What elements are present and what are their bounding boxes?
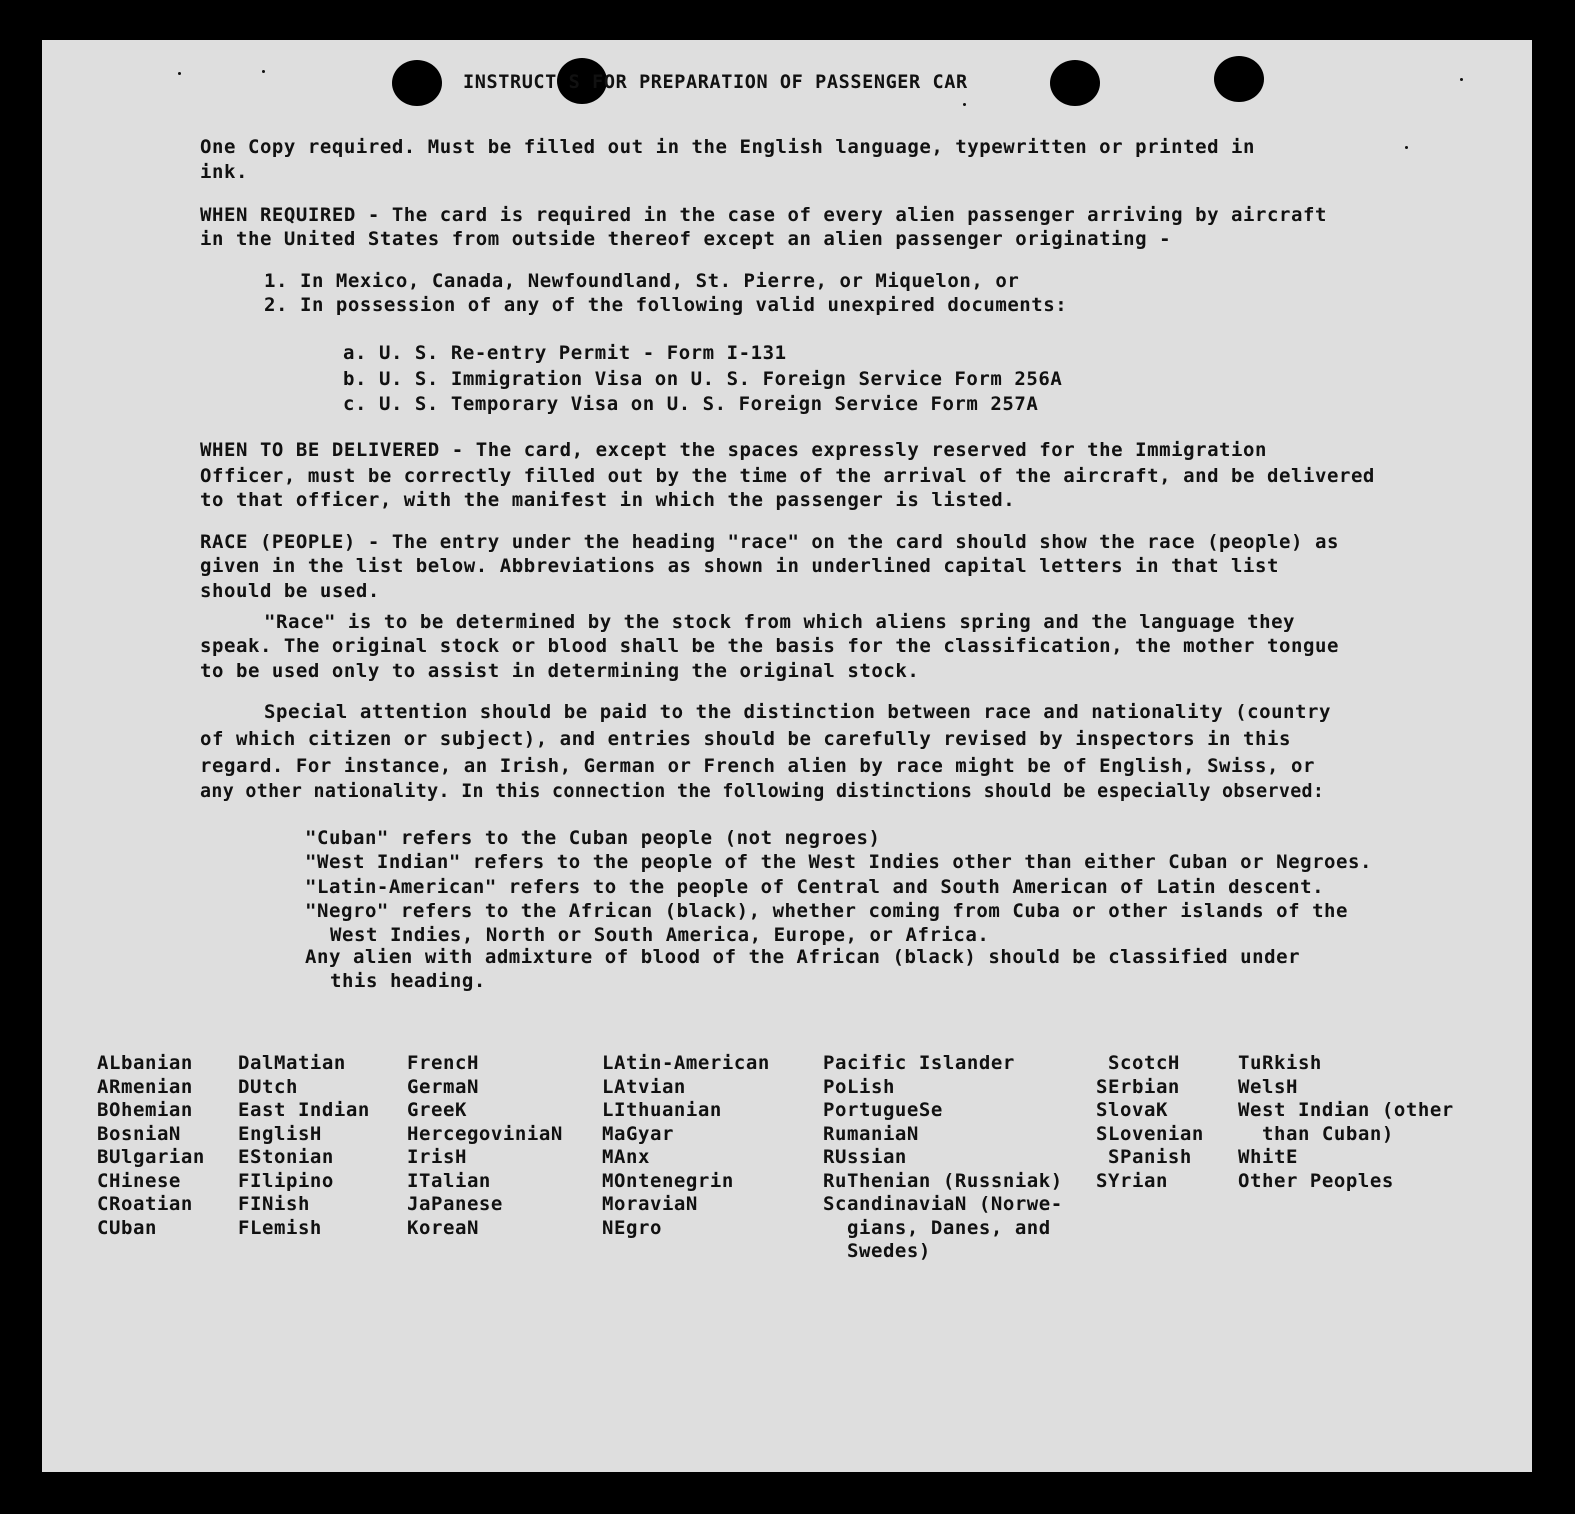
special-line: of which citizen or subject), and entries should be carefully revised by inspectors in this: [200, 728, 1291, 750]
when-required-line: in the United States from outside thereof except an alien passenger originating -: [200, 228, 1172, 250]
speck: [1460, 78, 1463, 81]
race-column: [823, 1052, 1063, 1264]
race-line: RACE (PEOPLE) - The entry under the heading "race" on the card should show the race (people) as: [200, 531, 1339, 553]
deliver-line: WHEN TO BE DELIVERED - The card, except the spaces expressly reserved for the Immigration: [200, 439, 1268, 461]
punch-hole: [1214, 56, 1264, 102]
race-entry: TuRkish: [1238, 1052, 1322, 1074]
race-entry: MOntenegrin: [602, 1169, 734, 1192]
race-entry: LIthuanian: [602, 1099, 722, 1121]
race-column: [97, 1052, 205, 1240]
race-entry: East Indian: [238, 1099, 370, 1121]
race-entry: JaPanese: [407, 1193, 503, 1215]
race-column: [1096, 1052, 1204, 1193]
race-entry: RuThenian (Russniak): [823, 1169, 1063, 1192]
race-column: [1238, 1052, 1454, 1193]
list-item: 1. In Mexico, Canada, Newfoundland, St. Pierre, or Miquelon, or: [264, 270, 1020, 292]
race-entry: ALbanian: [97, 1052, 193, 1074]
race-entry: ARmenian: [97, 1075, 193, 1098]
page-header: INSTRUCT S FOR PREPARATION OF PASSENGER CAR: [463, 72, 968, 93]
copy-line: ink.: [200, 161, 248, 183]
race-entry: SLovenian: [1096, 1122, 1204, 1145]
speck: [963, 103, 966, 106]
copy-line: One Copy required. Must be filled out in the English language, typewritten or printed in: [200, 136, 1256, 158]
race-entry: SlovaK: [1096, 1099, 1168, 1121]
race-entry: SPanish: [1096, 1146, 1192, 1168]
race-entry: GreeK: [407, 1099, 467, 1121]
special-line: regard. For instance, an Irish, German or French alien by race might be of English, Swiss, or: [200, 755, 1315, 777]
race-entry: HercegoviniaN: [407, 1122, 563, 1145]
race-line: "Race" is to be determined by the stock from which aliens spring and the language they: [264, 611, 1296, 633]
list-item: 2. In possession of any of the following valid unexpired documents:: [264, 294, 1068, 316]
race-entry: Other Peoples: [1238, 1169, 1394, 1192]
race-entry: KoreaN: [407, 1216, 479, 1239]
distinction-line: this heading.: [330, 970, 486, 992]
race-entry: DUtch: [238, 1075, 298, 1098]
race-entry: WhitE: [1238, 1146, 1298, 1168]
race-entry: SYrian: [1096, 1169, 1168, 1192]
race-entry: WelsH: [1238, 1075, 1298, 1098]
race-entry: LAtvian: [602, 1075, 686, 1098]
race-column: [602, 1052, 770, 1240]
race-entry: FLemish: [238, 1216, 322, 1239]
speck: [1405, 146, 1408, 149]
race-entry: West Indian (other: [1238, 1099, 1454, 1121]
special-line: Special attention should be paid to the distinction between race and nationality (country: [264, 701, 1332, 723]
race-entry: ITalian: [407, 1169, 491, 1192]
race-entry: IrisH: [407, 1146, 467, 1168]
when-required-line: WHEN REQUIRED - The card is required in the case of every alien passenger arriving by aircraft: [200, 204, 1327, 226]
race-entry: FrencH: [407, 1052, 479, 1074]
punch-hole: [392, 60, 442, 106]
race-entry: ScandinaviaN (Norwe-: [823, 1193, 1063, 1215]
race-column: [238, 1052, 370, 1240]
race-entry: Pacific Islander: [823, 1052, 1015, 1074]
distinction-line: "Cuban" refers to the Cuban people (not negroes): [305, 827, 881, 849]
sub-item: c. U. S. Temporary Visa on U. S. Foreign Service Form 257A: [343, 393, 1039, 415]
race-entry: MAnx: [602, 1146, 650, 1168]
race-entry: FIlipino: [238, 1169, 334, 1192]
race-entry: ScotcH: [1096, 1052, 1180, 1074]
race-entry: gians, Danes, and: [823, 1216, 1051, 1239]
race-entry: Swedes): [823, 1240, 931, 1262]
race-entry: FINish: [238, 1193, 310, 1215]
special-line: any other nationality. In this connection the following distinctions should be especially observed:: [200, 781, 1325, 802]
deliver-line: to that officer, with the manifest in which the passenger is listed.: [200, 489, 1016, 511]
race-entry: EStonian: [238, 1146, 334, 1168]
race-entry: GermaN: [407, 1075, 479, 1098]
race-entry: RumaniaN: [823, 1122, 919, 1145]
race-line: speak. The original stock or blood shall be the basis for the classification, the mother tongue: [200, 635, 1339, 657]
race-entry: NEgro: [602, 1216, 662, 1239]
distinction-line: "Latin-American" refers to the people of Central and South American of Latin descent.: [305, 876, 1325, 898]
race-entry: PortugueSe: [823, 1099, 943, 1121]
race-entry: BUlgarian: [97, 1146, 205, 1168]
distinction-line: Any alien with admixture of blood of the African (black) should be classified under: [305, 946, 1301, 968]
race-entry: than Cuban): [1238, 1122, 1394, 1145]
race-entry: BOhemian: [97, 1099, 193, 1121]
sub-item: a. U. S. Re-entry Permit - Form I-131: [343, 342, 787, 364]
race-entry: EnglisH: [238, 1122, 322, 1145]
race-entry: CUban: [97, 1216, 157, 1239]
sub-item: b. U. S. Immigration Visa on U. S. Foreign Service Form 256A: [343, 368, 1063, 390]
speck: [178, 72, 181, 75]
race-entry: LAtin-American: [602, 1052, 770, 1074]
race-entry: BosniaN: [97, 1122, 181, 1145]
race-line: to be used only to assist in determining the original stock.: [200, 660, 920, 682]
punch-hole: [1050, 60, 1100, 106]
race-entry: CHinese: [97, 1169, 181, 1192]
race-column: [407, 1052, 563, 1240]
distinction-line: West Indies, North or South America, Europe, or Africa.: [330, 924, 990, 946]
distinction-line: "Negro" refers to the African (black), whether coming from Cuba or other islands of the: [305, 900, 1349, 922]
race-entry: SErbian: [1096, 1075, 1180, 1098]
race-entry: PoLish: [823, 1075, 895, 1098]
race-entry: RUssian: [823, 1146, 907, 1168]
race-entry: CRoatian: [97, 1193, 193, 1215]
distinction-line: "West Indian" refers to the people of the West Indies other than either Cuban or Negroes.: [305, 851, 1373, 873]
race-line: should be used.: [200, 580, 380, 602]
race-entry: MoraviaN: [602, 1193, 698, 1215]
race-entry: DalMatian: [238, 1052, 346, 1074]
race-line: given in the list below. Abbreviations as shown in underlined capital letters in that list: [200, 555, 1280, 577]
race-entry: MaGyar: [602, 1122, 674, 1145]
speck: [262, 70, 265, 73]
deliver-line: Officer, must be correctly filled out by the time of the arrival of the aircraft, and be delivered: [200, 465, 1375, 487]
